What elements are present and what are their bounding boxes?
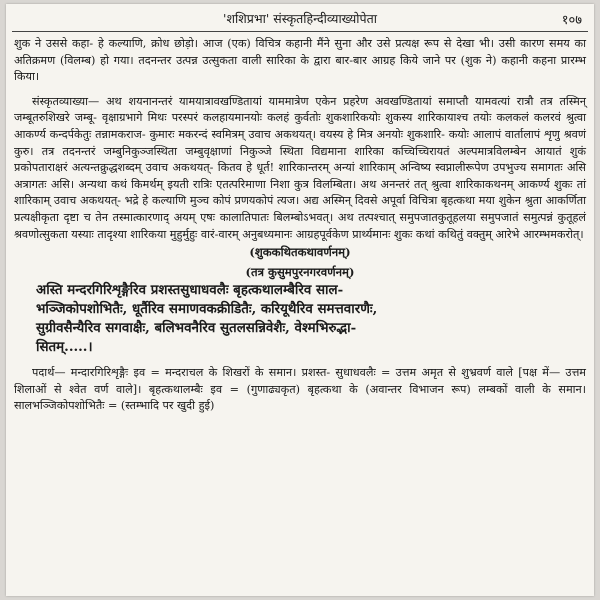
section-heading: (शुककथितकथावर्णनम्) [249,245,351,260]
text-line: कयोः आलापं वार्तालापं शृणु श्रवणं कुरु। तत्र तदनन्तरं जम्बुनिकुञ्जस्थिता [14,127,586,158]
running-title: 'शशिप्रभा' संस्कृतहिन्दीव्याख्योपेता [223,11,377,26]
text-line: संस्कृतव्याख्या— अथ शयनानन्तरं यामयात्रावखण्डितायां याममात्रेण एकेन [32,94,344,108]
verse-line: सुग्रीवसैन्यैरिव सगवाक्षैः, बलिभवनैरिव सुतलसन्निवेशैः, वेश्मभिरुद्भा- [36,320,357,337]
book-page [6,4,594,596]
text-line: प्रहरेण अवखण्डितायां समाप्तौ यामवत्यां रात्रौ तत्र तस्मिन् जम्बूतरुशिखरे जम्बू- [14,94,586,125]
text-line: जाने पर (शुक ने) कहानी कहना प्रारम्भ किया। [14,53,586,84]
text-line: वृक्षाग्रभागे मिथः परस्परं कलहायमानयोः कलहं कुर्वतोः शुकशारिकयोः शुकस्य [101,111,418,125]
text-line: सुधाधवलैः = उत्तम अमृत से शुभ्रवर्ण वाले [पक्ष में— उत्तम शिलाओं से श्वेत [14,366,586,396]
text-line: सुना और उसे प्रत्यक्ष रूप से देखा भी। उसी कारण समय का अतिक्रमण (विलम्ब) [14,37,586,67]
text-line: रूप) लम्बकों वाली के समान। सालभञ्जिकोपशोभितैः = (स्तम्भादि पर खुदी हुई) [14,382,586,413]
text-line: शारिकया मुहुर्मुहुः वारं-वारम् अनुबध्यमानः आग्रहपूर्वकेण प्रार्थ्यमानः शुकः कथां [130,227,439,241]
verse-line: सितम्.....। [36,339,93,356]
header-rule [12,31,588,32]
text-line: विलम्बिता। अथ अनन्तरं तत् श्रुत्वा शारिकाकथनम् आकर्ण्य शुकः तां शारिकाम् [14,177,586,208]
text-line: आयातं शुकं प्रकोपताराक्षरं अत्यन्तक्रुद्धशब्दम् उवाच अकथयत्- कितव हे धूर्त! [14,144,587,175]
verse-line: भञ्जिकोपशोभितैः, धूर्तैरिव समाणवकक्रीडितैः, करियूथैरिव समत्तवारणैः, [36,301,378,318]
text-line: वर्ण वाले]। बृहत्कथालम्बैः इव = (गुणाढ्यकृत) बृहत्कथा के (अवान्तर विभाजन [94,382,452,396]
text-line: जम्बुवृक्षाणां निकुञ्जे स्थिता विद्यमाना शारिका कच्चिच्चिरायतं अल्पमात्रविलम्बेन [185,144,535,158]
verse-block [14,281,586,357]
text-line: उवाच अकथयत्- भद्रे हे कल्याणि मुञ्च कोपं प्रणयकोपं त्यज। अद्य अस्मिन् [53,194,355,208]
text-line: कुमारः मकरन्दं स्वमित्रम् उवाच अकथयत्। वयस्य हे मित्र अनयोः शुकशारि- [149,127,449,141]
page-number: १०७ [561,13,582,28]
text-line: समुपजातकुतूहलया समुपजातं समुत्पन्नं कुतूहलं श्रवणोत्सुकता यस्याः तादृश्या [14,210,586,241]
section-heading: (तत्र कुसुमपुरनगरवर्णनम्) [245,265,355,280]
page-body [14,36,586,415]
hindi-translation [14,36,586,86]
text-line: हो गया। तदनन्तर उत्पन्न उत्सुकता वाली सारिका के द्वारा बार-बार आग्रह किये [100,53,423,67]
text-line: कथितुं वक्तुम् आरेभे आरम्भमकरोत्। [438,227,584,241]
text-line: पदार्थ— मन्दारगिरिशृङ्गैः इव = मन्दराचल के शिखरों के समान। प्रशस्त- [32,366,336,380]
padartha-section [14,365,586,415]
verse-line: अस्ति मन्दरगिरिशृङ्गैरिव प्रशस्तसुधाधवलैः बृहत्कथालम्बैरिव साल- [36,282,344,299]
sanskrit-commentary [14,94,586,243]
text-line: शारिकान्तरम् अन्यां शारिकाम् अन्विष्य स्वप्नालीरूपेण उपभुज्य समागतः असि [278,161,586,175]
text-line: अत्रागतः असि। अन्यथा कथं किमर्थम् इयती रात्रिः एतत्परिमाणा निशा कुत्र [14,177,314,191]
page-header [6,10,594,32]
text-line: च तेन तस्मात्कारणाद् अयम् एषः कालातिपातः बिलम्बोऽभवत्। अथ तत्पश्चात् [83,210,400,224]
text-line: शारिकायाश्च तयोः कलकलं कलरवं श्रुत्वा आकर्ण्य कन्दर्पकेतुः तन्नामकराज- [14,111,587,141]
text-line: दिवसे अपूर्वा विचित्रा बृहत्कथा मया शुकेन श्रुता आकर्णिता प्रत्यक्षीकृता दृष्टा [14,194,586,224]
text-line: शुक ने उससे कहा- हे कल्याणि, क्रोध छोड़ो। आज (एक) विचित्र कहानी मैंने [14,37,335,50]
